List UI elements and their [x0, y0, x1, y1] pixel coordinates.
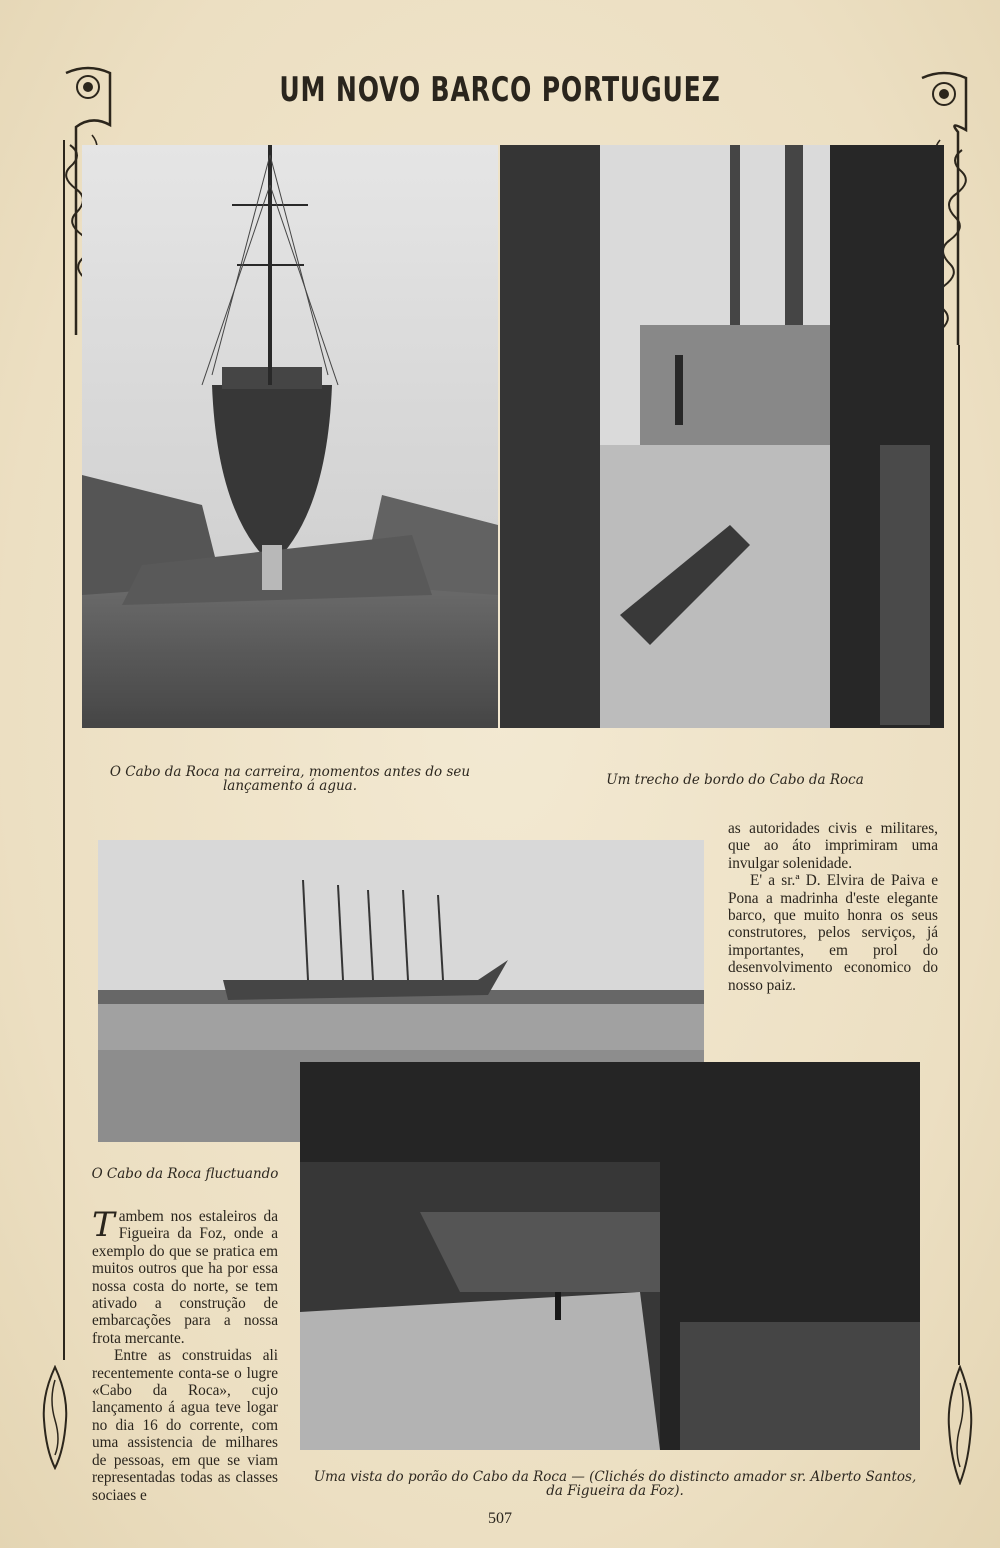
caption-photo4: Uma vista do porão do Cabo da Roca — (Clichés do distincto amador sr. Alberto Santos, da Figueira da Foz). — [313, 1469, 917, 1499]
border-rule-right — [958, 345, 960, 1365]
border-rule-left — [63, 140, 65, 1360]
page-title: UM NOVO BARCO PORTUGUEZ — [279, 70, 721, 110]
ornament-bottom-right-icon — [945, 1365, 975, 1485]
drop-cap: T — [92, 1205, 115, 1245]
paragraph: as autoridades civis e militares, que ao áto imprimiram uma invulgar solenidade. — [728, 820, 938, 872]
paragraph: Entre as construidas ali recentemente conta-se o lugre «Cabo da Roca», cujo lançamento á agua teve logar no dia 16 do corrente, com uma assistencia de milhares de pessoas, em que se viam representadas todas as classes sociaes e — [92, 1347, 278, 1504]
caption-photo1: O Cabo da Roca na carreira, momentos antes do seu lançamento á agua. — [109, 764, 471, 794]
ornament-bottom-left-icon — [40, 1365, 70, 1470]
page-number: 507 — [488, 1510, 512, 1527]
text-column-right — [728, 820, 938, 994]
paragraph: ambem nos estaleiros da Figueira da Foz, onde a exemplo do que se pratica em muitos outros que ha por essa nossa costa do norte, se tem ativado a construção de embarcações para a nossa frota mercante. — [92, 1208, 278, 1347]
caption-photo3: O Cabo da Roca fluctuando — [91, 1166, 279, 1182]
paragraph: E' a sr.ª D. Elvira de Paiva e Pona a madrinha d'este elegante barco, que muito honra os seus construtores, pelos serviços, já importantes, em prol do desenvolvimento economico do nosso paiz. — [728, 872, 938, 994]
caption-photo2: Um trecho de bordo do Cabo da Roca — [606, 772, 864, 788]
photo-ship-hold — [300, 1062, 920, 1450]
photo-ship-deck — [500, 145, 944, 728]
photo-ship-on-slipway — [82, 145, 498, 728]
text-column-left — [92, 1205, 278, 1504]
